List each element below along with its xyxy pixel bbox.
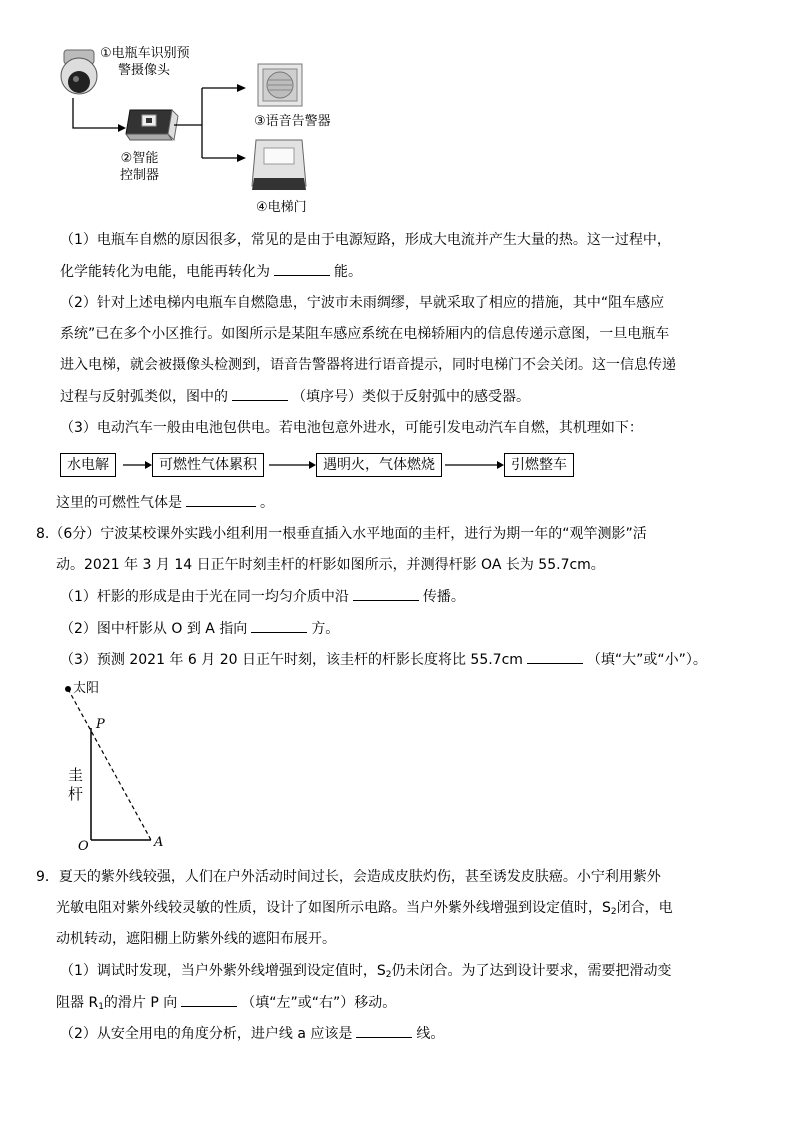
point-o-label: O [78, 839, 89, 854]
q7-p1-line1: （1）电瓶车自燃的原因很多，常见的是由于电源短路，形成大电流并产生大量的热。这一过程中， [60, 232, 671, 248]
sun-label: 太阳 [73, 681, 100, 696]
flow-step-4: 引燃整车 [504, 453, 574, 477]
speaker-alarm-icon [258, 64, 302, 106]
answer-blank [181, 992, 237, 1007]
camera-icon [61, 50, 97, 94]
q7-p2-line3: 进入电梯，就会被摄像头检测到，语音告警器将进行语音提示，同时电梯门不会关闭。这一信息传递 [60, 357, 676, 373]
q7-p2-line2: 系统”已在多个小区推行。如图所示是某阻车感应系统在电梯轿厢内的信息传递示意图，一旦电瓶车 [60, 326, 670, 342]
answer-blank [353, 586, 419, 601]
answer-blank [251, 618, 307, 633]
controller-icon [126, 110, 178, 140]
answer-blank [527, 649, 583, 664]
q8-p2: （2）图中杆影从 O 到 A 指向 方。 [60, 618, 339, 639]
point-a-label: A [154, 835, 164, 850]
elevator-door-icon [252, 140, 306, 190]
answer-blank [232, 386, 288, 401]
q8-p3: （3）预测 2021 年 6 月 20 日正午时刻，该圭杆的杆影长度将比 55.7cm （填“大”或“小”）。 [60, 649, 707, 670]
rod-label: 圭 杆 [68, 766, 84, 803]
flow-step-1: 水电解 [60, 453, 116, 477]
q9-line3: 动机转动，遮阳棚上防紫外线的遮阳布展开。 [56, 931, 336, 947]
flow-arrows [0, 453, 794, 477]
flow-step-2: 可燃性气体累积 [152, 453, 264, 477]
point-p-label: P [96, 717, 105, 732]
camera-label: ①电瓶车识别预 警摄像头 [100, 46, 190, 78]
answer-blank [274, 261, 330, 276]
q9-p2: （2）从安全用电的角度分析，进户线 a 应该是 线。 [60, 1023, 444, 1044]
q7-p1-line2: 化学能转化为电能，电能再转化为 能。 [60, 261, 362, 282]
q8-line2: 动。2021 年 3 月 14 日正午时刻圭杆的杆影如图所示，并测得杆影 OA 长为 55.7cm。 [56, 557, 605, 573]
system-diagram [0, 0, 794, 230]
q9-line2: 光敏电阻对紫外线较灵敏的性质，设计了如图所示电路。当户外紫外线增强到设定值时，$S_2$闭合，电 [56, 900, 673, 917]
answer-blank [186, 492, 256, 507]
q9-p1-line1: （1）调试时发现，当户外紫外线增强到设定值时，$S_2$仍未闭合。为了达到设计要求，需要把滑动变 [60, 963, 672, 980]
q7-p3-line1: （3）电动汽车一般由电池包供电。若电池包意外进水，可能引发电动汽车自燃，其机理如下： [60, 420, 643, 436]
gnomon-figure [0, 678, 220, 858]
q9-p1-line2: 阻器 $R_1$的滑片 P 向 （填“左”或“右”）移动。 [56, 992, 396, 1017]
answer-blank [356, 1023, 412, 1038]
q8-p1: （1）杆影的形成是由于光在同一均匀介质中沿 传播。 [60, 586, 465, 607]
controller-label: ②智能 控制器 [120, 151, 160, 183]
sun-ray [68, 689, 151, 840]
q9-line1: 9．夏天的紫外线较强，人们在户外活动时间过长，会造成皮肤灼伤，甚至诱发皮肤癌。小宁利用紫外 [36, 869, 661, 885]
alarm-label: ③语音告警器 [254, 114, 331, 129]
flow-step-3: 遇明火，气体燃烧 [316, 453, 442, 477]
q7-p2-line4: 过程与反射弧类似，图中的 （填序号）类似于反射弧中的感受器。 [60, 386, 530, 407]
q7-p3-line2: 这里的可燃性气体是 。 [56, 492, 274, 513]
q7-p2-line1: （2）针对上述电梯内电瓶车自燃隐患，宁波市未雨绸缪，早就采取了相应的措施，其中“阻车感应 [60, 295, 665, 311]
door-label: ④电梯门 [256, 200, 307, 215]
q8-line1: 8.（6分）宁波某校课外实践小组利用一根垂直插入水平地面的圭杆，进行为期一年的“观竿测影”活 [36, 526, 647, 542]
